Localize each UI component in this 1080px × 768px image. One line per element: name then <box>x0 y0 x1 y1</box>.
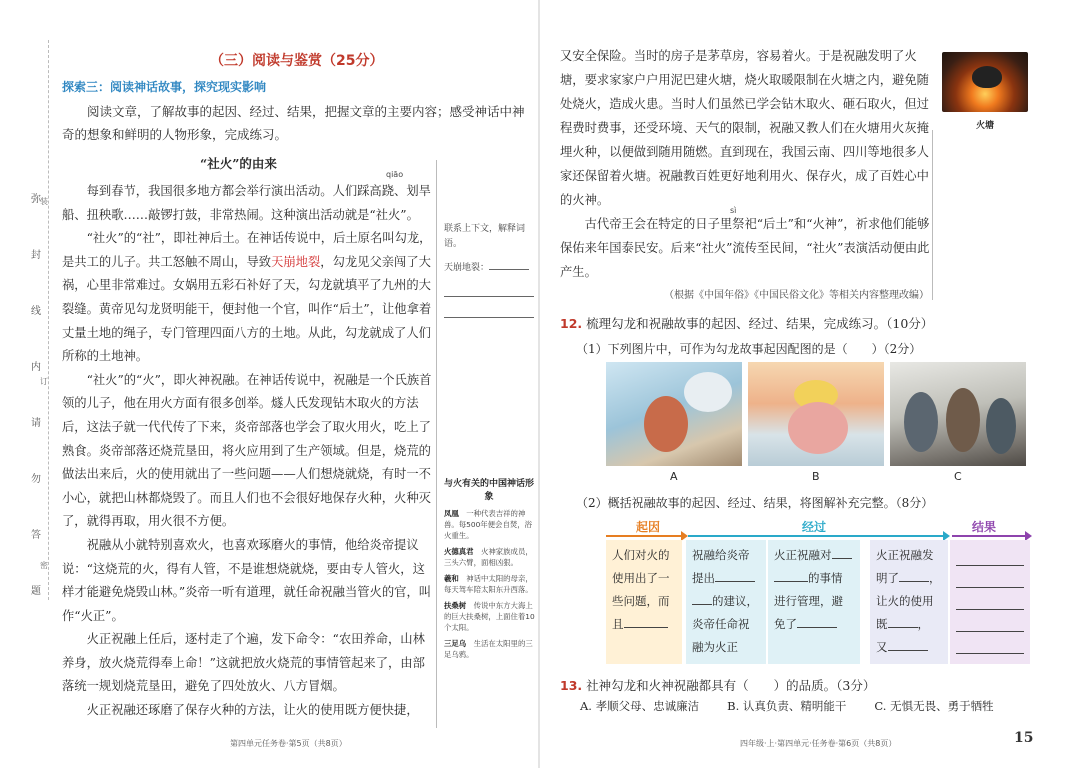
highlight-word: 天崩地裂 <box>271 254 321 269</box>
binding-char: 题 <box>31 586 41 597</box>
binding-dashed-line <box>48 40 49 600</box>
answer-line[interactable] <box>444 280 534 297</box>
answer-blank[interactable] <box>715 568 755 582</box>
side-note-label: 天崩地裂： <box>444 263 490 273</box>
myth-item: 扶桑树 传说中东方大海上的巨大扶桑树，上面住着10个太阳。 <box>444 601 535 632</box>
question-number: 12. <box>560 316 583 331</box>
result-cell <box>950 540 1030 664</box>
myth-item: 火德真君 火神家族成员，三头六臂，面相凶狠。 <box>444 547 533 567</box>
binding-char: 线 <box>31 306 41 317</box>
binding-small-char: 密 <box>40 561 48 570</box>
binding-small-char: 订 <box>40 377 48 386</box>
arrow-result <box>952 535 1026 537</box>
paragraph: “社火”的“社”，即社神后土。在神话传说中，后土原名叫勾龙，是共工的儿子。共工怒触不周山，导致天崩地裂，勾龙见父亲闯了大祸，心里非常难过。女娲用五彩石补好了天，勾龙就填平了九州的大裂缝。黄帝见勾龙贤明能干，便封他一个官，叫作“后土”，让他拿着丈量土地的绳子，专门管理四面八方的土地。从此，勾龙就成了人们所称的土地神。 <box>62 231 432 364</box>
fire-pit-photo <box>942 52 1028 112</box>
paragraph: 祝融从小就特别喜欢火，也喜欢琢磨火的事情，他给炎帝提议说：“这烧荒的火，得有人管，不是谁想烧就烧，要由专人管火，这样才能避免烧毁山林。”炎帝一听有道理，就任命祝融当管火的官，叫作“火正”。 <box>62 537 432 623</box>
side-note-divider <box>436 160 437 728</box>
right-footer: 四年级·上·第四单元·任务卷·第6页（共8页） <box>740 739 897 748</box>
question-12-2: （2）概括祝融故事的起因、经过、结果，将图解补充完整。（8分） <box>576 496 934 510</box>
option-b[interactable]: B. 认真负责、精明能干 <box>727 699 847 713</box>
right-page <box>540 0 1080 768</box>
figure-shape <box>788 402 848 454</box>
paragraph: “社火”的“火”，即火神祝融。在神话传说中，祝融是一个氏族首领的儿子，他在用火方面有很多创举。燧人氏发现钻木取火的方法后，这法子就一代代传了下来，炎帝部落也学会了取火用火，吃上了熟食。炎帝部落还烧荒垦田，将火应用到了生产领域。但是，烧荒的做法出来后，火的使用就出了一些问题——人们想烧就烧，有时一不小心，就把山林都烧毁了。而且人们也不会很好地保存火种，火种灭了，就得再取，用火很不方便。 <box>62 372 432 529</box>
question-13: 13. 社神勾龙和火神祝融都具有（ ）的品质。（3分） <box>560 678 876 693</box>
process-cell-2: 火正祝融对 的事情 进行管理，避 免了 <box>768 540 860 664</box>
left-footer: 第四单元任务卷·第5页（共8页） <box>230 739 347 748</box>
article-body <box>62 180 432 723</box>
myth-list <box>444 508 536 665</box>
flow-head-result: 结果 <box>972 520 997 534</box>
myth-list-title: 与火有关的中国神话形象 <box>444 479 535 502</box>
pot-shape <box>972 66 1002 88</box>
option-a[interactable]: A. 孝顺父母、忠诚廉洁 <box>580 699 700 713</box>
paragraph: 火正祝融还琢磨了保存火种的方法，让火的使用既方便快捷， <box>86 703 419 718</box>
binding-char: 勿 <box>31 474 41 485</box>
answer-blank[interactable] <box>899 568 929 582</box>
answer-line[interactable] <box>956 566 1024 588</box>
arrow-process <box>688 535 944 537</box>
answer-line[interactable] <box>956 632 1024 654</box>
figure-shape <box>644 396 688 452</box>
question-12: 12. 梳理勾龙和祝融故事的起因、经过、结果，完成练习。（10分） <box>560 316 934 331</box>
answer-line[interactable] <box>956 588 1024 610</box>
answer-blank[interactable] <box>489 260 529 270</box>
side-note-answer <box>444 260 534 318</box>
option-c[interactable]: C. 无惧无畏、勇于牺牲 <box>874 699 994 713</box>
article-box-edge <box>932 130 933 300</box>
figure-shape <box>946 388 980 452</box>
answer-blank[interactable] <box>797 614 837 628</box>
option-image-b[interactable] <box>748 362 884 466</box>
binding-char: 答 <box>31 530 41 541</box>
option-images <box>606 362 1026 466</box>
myth-item: 凤凰 一种代表吉祥的神兽。每500年便会自焚，浴火重生。 <box>444 509 533 540</box>
photo-caption: 火塘 <box>975 121 994 131</box>
answer-blank[interactable] <box>888 614 918 628</box>
image-label: C <box>954 470 962 483</box>
image-label: B <box>812 470 820 483</box>
binding-char: 内 <box>31 362 41 373</box>
rock-shape <box>684 372 732 412</box>
answer-line[interactable] <box>956 544 1024 566</box>
paragraph: 又安全保险。当时的房子是茅草房，容易着火。于是祝融发明了火塘，要求家家户户用泥巴建火塘，烧火取暖限制在火塘之内，避免随处烧火，造成火患。当时人们虽然已学会钻木取火、砸石取火，但过程费时费事，还受环境、天气的限制，祝融又教人们在火塘用火灰掩埋火种，以便做到随用随燃。直到现在，我国云南、四川等地很多人家还保留着火塘。祝融教百姓更好地利用火、保存火，成了百姓心中的火神。 <box>560 49 929 207</box>
answer-blank[interactable] <box>624 614 668 628</box>
question-number: 13. <box>560 678 583 693</box>
question-13-options <box>580 698 1040 714</box>
arrow-cause <box>606 535 682 537</box>
answer-blank[interactable] <box>774 568 808 582</box>
side-note-box <box>444 222 534 318</box>
article-continued <box>560 44 932 284</box>
paragraph: 火正祝融上任后，逐村走了个遍，发下命令：“农田养命，山林养身，放火烧荒得奉上命！”这就把放火烧荒的事情管起来了，由部落统一规划烧荒垦田，避免了四处放火、八方冒烟。 <box>62 632 425 694</box>
paragraph: 每到春节，我国很多地方都会举行演出活动。人们踩高跷、划旱船、扭秧歌……敲锣打鼓，非常热闹。这种演出活动就是“社火”。 <box>62 184 431 222</box>
explore-title: 探索三：阅读神话故事，探究现实影响 <box>62 80 267 94</box>
paragraph: 古代帝王会在特定的日子里祭祀“后土”和“火神”，祈求他们能够保佑来年国泰民安。后来“社火”流传至民间，“社火”表演活动便由此产生。 <box>560 217 930 279</box>
myth-item: 三足乌 生活在太阳里的三足乌鸦。 <box>444 639 533 659</box>
flow-head-cause: 起因 <box>636 520 661 534</box>
figure-shape <box>904 392 938 452</box>
binding-char: 请 <box>31 418 41 429</box>
myth-item: 羲和 神话中太阳的母亲，每天驾车陪太阳东升西落。 <box>444 574 533 594</box>
source-note: （根据《中国年俗》《中国民俗文化》等相关内容整理改编） <box>664 290 929 301</box>
answer-blank[interactable] <box>692 591 712 605</box>
process-cell-3: 火正祝融发 明了 ， 让火的使用 既 ， 又 <box>870 540 948 664</box>
binding-small-char: 装 <box>40 197 48 206</box>
article-title: “社火”的由来 <box>200 156 277 171</box>
cause-cell: 人们对火的 使用出了一 些问题，而 且 <box>606 540 682 664</box>
flow-head-process: 经过 <box>802 520 827 534</box>
pinyin-si: sì <box>730 206 737 215</box>
question-12-1: （1）下列图片中，可作为勾龙故事起因配图的是（ ）（2分） <box>576 342 922 356</box>
option-image-a[interactable] <box>606 362 742 466</box>
image-label: A <box>670 470 678 483</box>
binding-char: 封 <box>31 250 41 261</box>
page-number: 15 <box>1014 730 1034 746</box>
figure-shape <box>986 398 1016 454</box>
process-cell-1: 祝融给炎帝 提出 的建议， 炎帝任命祝 融为火正 <box>686 540 766 664</box>
answer-blank[interactable] <box>888 637 928 651</box>
side-note-prompt: 联系上下文，解释词语。 <box>444 224 526 249</box>
option-image-c[interactable] <box>890 362 1026 466</box>
answer-blank[interactable] <box>832 545 852 559</box>
pinyin-qiao: qiāo <box>386 170 404 179</box>
answer-line[interactable] <box>444 301 534 318</box>
answer-line[interactable] <box>956 610 1024 632</box>
intro-text: 阅读文章，了解故事的起因、经过、结果，把握文章的主要内容；感受神话中神奇的想象和鲜明的人物形象，完成练习。 <box>62 104 525 142</box>
section-title: （三）阅读与鉴赏（25分） <box>210 53 384 69</box>
binding-char: 弥 <box>31 194 41 205</box>
